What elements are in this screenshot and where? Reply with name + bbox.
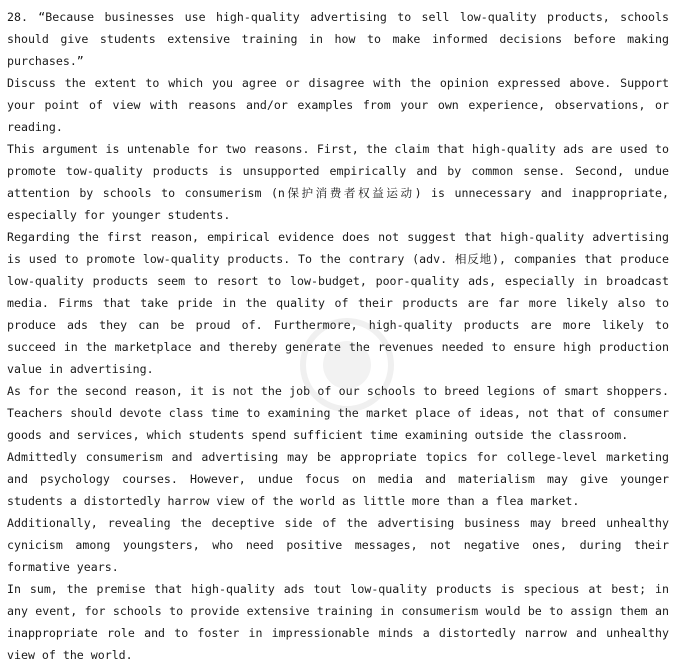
- document-body: [7, 6, 669, 666]
- essay-paragraph-second-reason: As for the second reason, it is not the job of our schools to breed legions of smart shoppers. Teachers should devote class time to examining the market place of ideas, not that of consumer goods and services, which students spend sufficient time examining outside the classroom.: [7, 384, 669, 442]
- essay-paragraph-first-reason: Regarding the first reason, empirical evidence does not suggest that high-quality advertising is used to promote low-quality products. To the contrary (adv. 相反地), companies that produce low-quality products seem to resort to low-budget, poor-quality ads, especially in broadcast media. Firms that take pride in the quality of their products are far more likely also to produce ads they can be proud of. Furthermore, high-quality products are more likely to succeed in the marketplace and thereby generate the revenues needed to ensure high production value in advertising.: [7, 230, 669, 376]
- essay-paragraph-conclusion: In sum, the premise that high-quality ads tout low-quality products is specious at best; in any event, for schools to provide extensive training in consumerism would be to assign them an inappropriate role and to foster in impressionable minds a distortedly narrow and unhealthy view of the world.: [7, 582, 669, 662]
- essay-paragraph-additionally: Additionally, revealing the deceptive side of the advertising business may breed unhealthy cynicism among youngsters, who need positive messages, not negative ones, during their formative years.: [7, 516, 669, 574]
- question-instructions: Discuss the extent to which you agree or disagree with the opinion expressed above. Support your point of view with reasons and/or examples from your own experience, observations, or reading.: [7, 76, 669, 134]
- essay-paragraph-admittedly: Admittedly consumerism and advertising may be appropriate topics for college-level marketing and psychology courses. However, undue focus on media and materialism may give younger students a distortedly harrow view of the world as little more than a flea market.: [7, 450, 669, 508]
- question-prompt: 28. “Because businesses use high-quality advertising to sell low-quality products, schools should give students extensive training in how to make informed decisions before making purchases.”: [7, 10, 669, 68]
- essay-paragraph-intro: This argument is untenable for two reasons. First, the claim that high-quality ads are used to promote tow-quality products is unsupported empirically and by common sense. Second, undue attention by schools to consumerism (n保护消费者权益运动) is unnecessary and inappropriate, especially for younger students.: [7, 142, 669, 222]
